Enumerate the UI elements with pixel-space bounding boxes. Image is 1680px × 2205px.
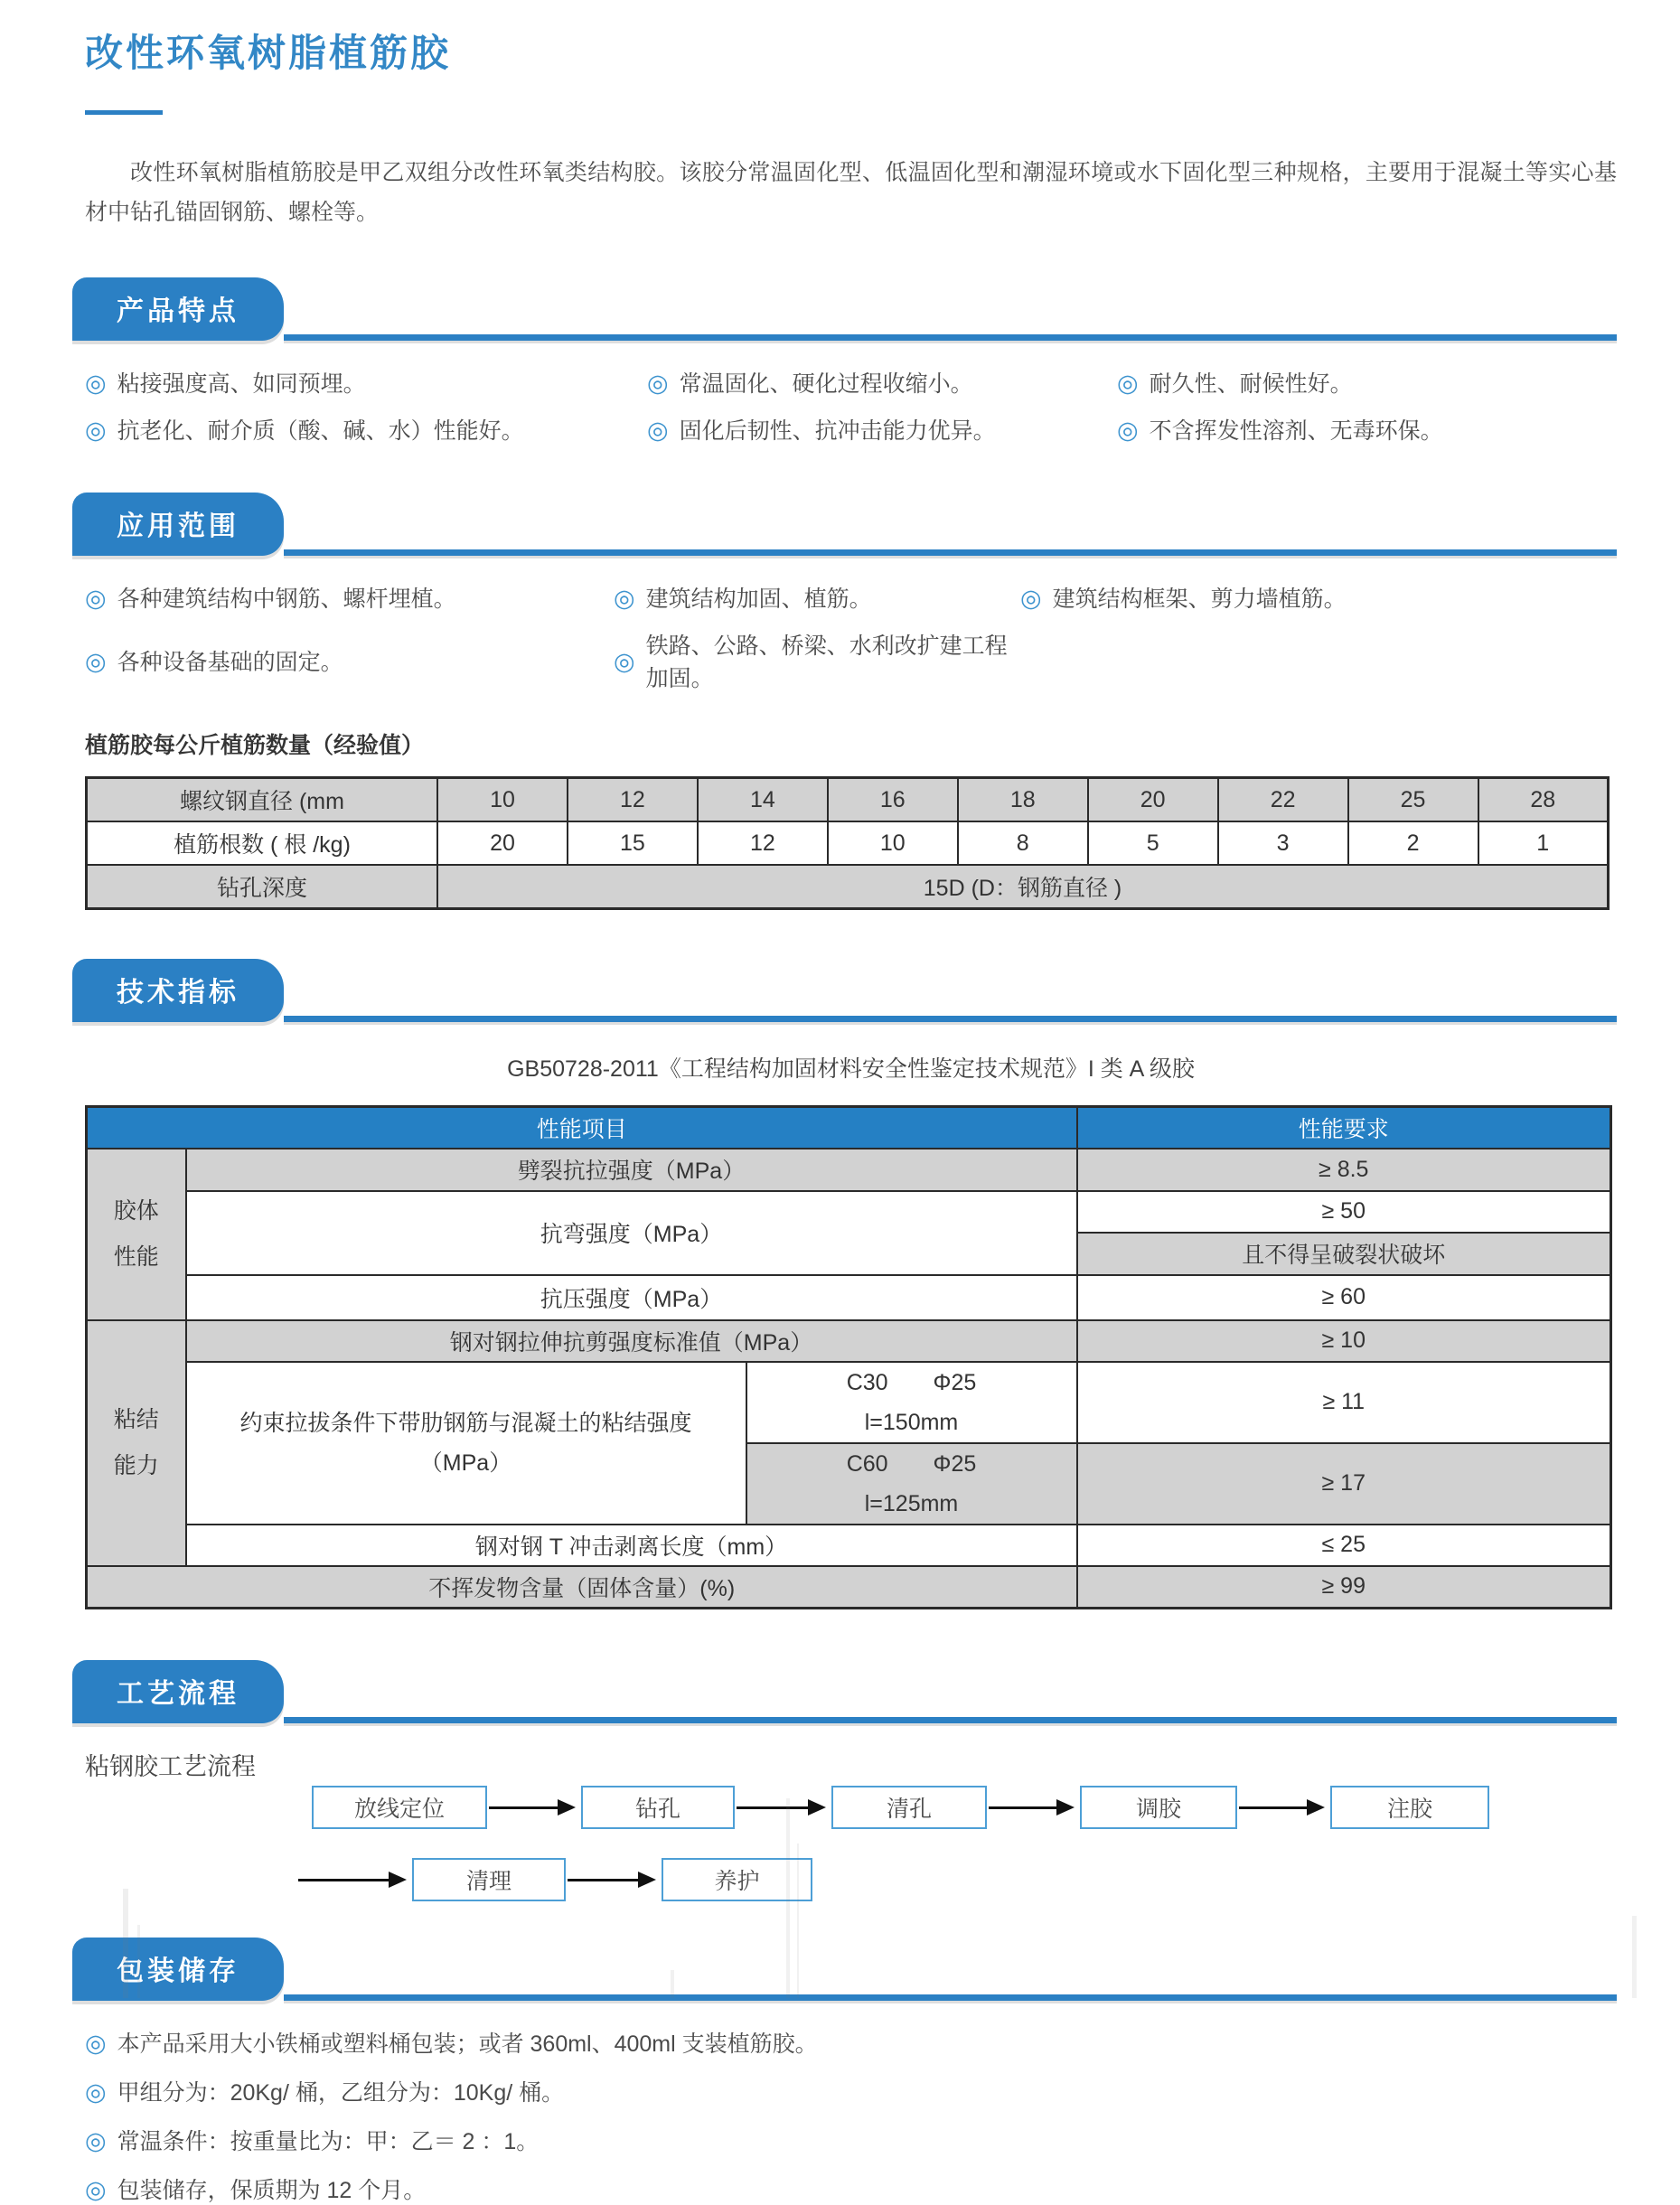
section-tab-specs: 技术指标 xyxy=(72,959,284,1022)
property-cell: 抗压强度（MPa） xyxy=(186,1275,1077,1320)
cell: 5 xyxy=(1088,821,1218,865)
property-cell: 钢对钢 T 冲击剥离长度（mm） xyxy=(186,1525,1077,1566)
bullet-icon: ◎ xyxy=(85,2126,107,2154)
standard-note: GB50728-2011《工程结构加固材料安全性鉴定技术规范》I 类 A 级胶 xyxy=(507,1056,1195,1082)
requirement-cell: ≥ 17 xyxy=(1077,1443,1611,1525)
bullet-icon: ◎ xyxy=(85,2175,107,2203)
list-item xyxy=(1117,366,1617,399)
intro-paragraph: 改性环氧树脂植筋胶是甲乙双组分改性环氧类结构胶。该胶分常温固化型、低温固化型和潮湿环境或水下固化型三种规格，主要用于混凝土等实心基材中钻孔锚固钢筋、螺栓等。 xyxy=(85,160,1617,225)
watermark-ghost xyxy=(1632,1916,1637,1998)
bullet-icon: ◎ xyxy=(647,369,669,397)
list-item xyxy=(85,413,647,446)
list-item xyxy=(85,2124,1617,2156)
list-item xyxy=(85,628,614,693)
cell: 1 xyxy=(1478,821,1609,865)
cell: 18 xyxy=(958,778,1088,822)
application-text: 各种设备基础的固定。 xyxy=(117,650,343,675)
watermark-ghost xyxy=(137,1925,140,1998)
process-subtitle: 粘钢胶工艺流程 xyxy=(85,1753,256,1780)
watermark-ghost xyxy=(123,1889,128,1998)
flow-step-box: 放线定位 xyxy=(312,1786,487,1829)
group-label xyxy=(87,1149,186,1320)
bullet-icon: ◎ xyxy=(1117,416,1139,444)
bullet-icon: ◎ xyxy=(85,416,107,444)
packaging-list xyxy=(85,2026,1617,2205)
feature-text: 常温固化、硬化过程收缩小。 xyxy=(679,371,973,397)
list-item xyxy=(614,581,1020,614)
table-row xyxy=(87,1149,1611,1191)
requirement-cell: ≥ 11 xyxy=(1077,1362,1611,1443)
feature-text: 抗老化、耐介质（酸、碱、水）性能好。 xyxy=(117,418,524,444)
table-row xyxy=(87,1525,1611,1566)
cell: 3 xyxy=(1218,821,1348,865)
table-row xyxy=(87,1191,1611,1233)
page-title: 改性环氧树脂植筋胶 xyxy=(85,32,452,74)
section-header-process xyxy=(72,1660,1617,1723)
group-label-line: 性能 xyxy=(113,1243,159,1270)
section-rule xyxy=(284,334,1617,341)
cell: 22 xyxy=(1218,778,1348,822)
requirement-cell: ≥ 50 xyxy=(1077,1191,1611,1233)
packaging-text: 常温条件：按重量比为：甲：乙＝ 2 ：1。 xyxy=(117,2129,540,2154)
list-item xyxy=(85,581,614,614)
condition-line: l=150mm xyxy=(864,1409,959,1435)
condition-line: C60 Φ25 xyxy=(846,1450,977,1477)
list-item xyxy=(647,413,1117,446)
group-label xyxy=(87,1320,186,1566)
section-tab-process: 工艺流程 xyxy=(72,1660,284,1723)
cell: 10 xyxy=(828,821,958,865)
group-label-line: 能力 xyxy=(113,1452,159,1478)
table-row xyxy=(87,1107,1611,1149)
row-label: 螺纹钢直径 (mm xyxy=(87,778,438,822)
bullet-icon: ◎ xyxy=(1020,584,1042,612)
flow-arrow xyxy=(737,1806,808,1809)
requirement-cell: ≥ 60 xyxy=(1077,1275,1611,1320)
cell: 16 xyxy=(828,778,958,822)
column-header: 性能要求 xyxy=(1077,1107,1611,1149)
section-header-applications xyxy=(72,493,1617,556)
spec-table xyxy=(85,1105,1612,1609)
cell: 28 xyxy=(1478,778,1609,822)
list-item xyxy=(85,2026,1617,2059)
title-underline xyxy=(85,110,163,115)
group-label-line: 胶体 xyxy=(113,1197,159,1224)
table-row xyxy=(87,1275,1611,1320)
bullet-icon: ◎ xyxy=(85,2078,107,2106)
list-item xyxy=(85,2075,1617,2107)
process-flowchart xyxy=(85,1786,1617,1921)
flow-arrow xyxy=(489,1806,558,1809)
application-text: 各种建筑结构中钢筋、螺杆埋植。 xyxy=(117,586,456,612)
table-row xyxy=(87,1320,1611,1362)
condition-line: l=125mm xyxy=(864,1490,959,1516)
bullet-icon: ◎ xyxy=(85,2029,107,2057)
section-tab-packaging: 包装储存 xyxy=(72,1938,284,2001)
packaging-text: 甲组分为：20Kg/ 桶，乙组分为：10Kg/ 桶。 xyxy=(117,2080,565,2106)
application-text: 铁路、公路、桥梁、水利改扩建工程加固。 xyxy=(645,633,1008,691)
cell: 15D (D：钢筋直径 ) xyxy=(437,865,1609,909)
requirement-cell: ≤ 25 xyxy=(1077,1525,1611,1566)
bullet-icon: ◎ xyxy=(85,584,107,612)
watermark-ghost xyxy=(671,1970,674,1998)
flow-step-box: 注胶 xyxy=(1330,1786,1489,1829)
flow-step-box: 清理 xyxy=(412,1858,566,1901)
packaging-text: 包装储存，保质期为 12 个月。 xyxy=(117,2178,427,2203)
feature-text: 固化后韧性、抗冲击能力优异。 xyxy=(679,418,996,444)
bullet-icon: ◎ xyxy=(647,416,669,444)
table-row xyxy=(87,865,1609,909)
condition-line: C30 Φ25 xyxy=(846,1369,977,1395)
flow-step-box: 钻孔 xyxy=(581,1786,735,1829)
property-line: （MPa） xyxy=(419,1450,512,1476)
features-list xyxy=(85,366,1617,446)
row-label: 钻孔深度 xyxy=(87,865,438,909)
property-cell: 不挥发物含量（固体含量）(%) xyxy=(87,1566,1077,1609)
cell: 20 xyxy=(1088,778,1218,822)
column-header: 性能项目 xyxy=(87,1107,1077,1149)
list-item xyxy=(614,628,1020,693)
bullet-icon: ◎ xyxy=(85,647,107,675)
bullet-icon: ◎ xyxy=(614,584,635,612)
flow-step-box: 清孔 xyxy=(831,1786,987,1829)
section-header-features xyxy=(72,277,1617,341)
list-item xyxy=(1117,413,1617,446)
condition-cell xyxy=(746,1362,1077,1443)
bullet-icon: ◎ xyxy=(85,369,107,397)
list-item xyxy=(647,366,1117,399)
cell: 12 xyxy=(698,821,828,865)
feature-text: 粘接强度高、如同预埋。 xyxy=(117,371,366,397)
table-row xyxy=(87,778,1609,822)
condition-cell xyxy=(746,1443,1077,1525)
feature-text: 耐久性、耐候性好。 xyxy=(1149,371,1353,397)
section-rule xyxy=(284,1717,1617,1723)
requirement-cell: 且不得呈破裂状破坏 xyxy=(1077,1233,1611,1275)
cell: 15 xyxy=(568,821,698,865)
cell: 20 xyxy=(437,821,568,865)
list-item xyxy=(85,366,647,399)
packaging-text: 本产品采用大小铁桶或塑料桶包装；或者 360ml、400ml 支装植筋胶。 xyxy=(117,2031,818,2057)
flow-arrow xyxy=(1239,1806,1307,1809)
cell: 8 xyxy=(958,821,1088,865)
application-text: 建筑结构框架、剪力墙植筋。 xyxy=(1052,586,1347,612)
section-header-specs xyxy=(72,959,1617,1022)
flow-arrow xyxy=(989,1806,1056,1809)
flow-arrow xyxy=(298,1879,389,1881)
group-label-line: 粘结 xyxy=(113,1406,159,1432)
applications-list xyxy=(85,581,1617,693)
application-text: 建筑结构加固、植筋。 xyxy=(645,586,872,612)
watermark-ghost xyxy=(786,1798,790,1998)
cell: 10 xyxy=(437,778,568,822)
table-row xyxy=(87,1362,1611,1443)
requirement-cell: ≥ 8.5 xyxy=(1077,1149,1611,1191)
section-tab-features: 产品特点 xyxy=(72,277,284,341)
table-row xyxy=(87,1566,1611,1609)
row-label: 植筋根数 ( 根 /kg) xyxy=(87,821,438,865)
watermark-ghost xyxy=(797,1844,799,1998)
property-line: 约束拉拔条件下带肋钢筋与混凝土的粘结强度 xyxy=(239,1410,692,1436)
cell: 2 xyxy=(1348,821,1478,865)
flow-step-box: 调胶 xyxy=(1080,1786,1237,1829)
property-cell: 抗弯强度（MPa） xyxy=(186,1191,1077,1275)
list-item xyxy=(1020,581,1617,614)
cell: 12 xyxy=(568,778,698,822)
table-row xyxy=(87,821,1609,865)
property-cell: 劈裂抗拉强度（MPa） xyxy=(186,1149,1077,1191)
cell: 14 xyxy=(698,778,828,822)
bullet-icon: ◎ xyxy=(614,647,635,675)
flow-step-box: 养护 xyxy=(662,1858,812,1901)
rebar-table-caption: 植筋胶每公斤植筋数量（经验值） xyxy=(85,733,425,758)
cell: 25 xyxy=(1348,778,1478,822)
requirement-cell: ≥ 99 xyxy=(1077,1566,1611,1609)
requirement-cell: ≥ 10 xyxy=(1077,1320,1611,1362)
property-cell xyxy=(186,1362,746,1525)
section-rule xyxy=(284,1016,1617,1022)
property-cell: 钢对钢拉伸抗剪强度标准值（MPa） xyxy=(186,1320,1077,1362)
rebar-count-table xyxy=(85,776,1610,910)
section-rule xyxy=(284,549,1617,556)
feature-text: 不含挥发性溶剂、无毒环保。 xyxy=(1149,418,1443,444)
flow-arrow xyxy=(568,1879,638,1881)
section-header-packaging xyxy=(72,1938,1617,2001)
list-item xyxy=(85,2172,1617,2205)
section-tab-applications: 应用范围 xyxy=(72,493,284,556)
bullet-icon: ◎ xyxy=(1117,369,1139,397)
